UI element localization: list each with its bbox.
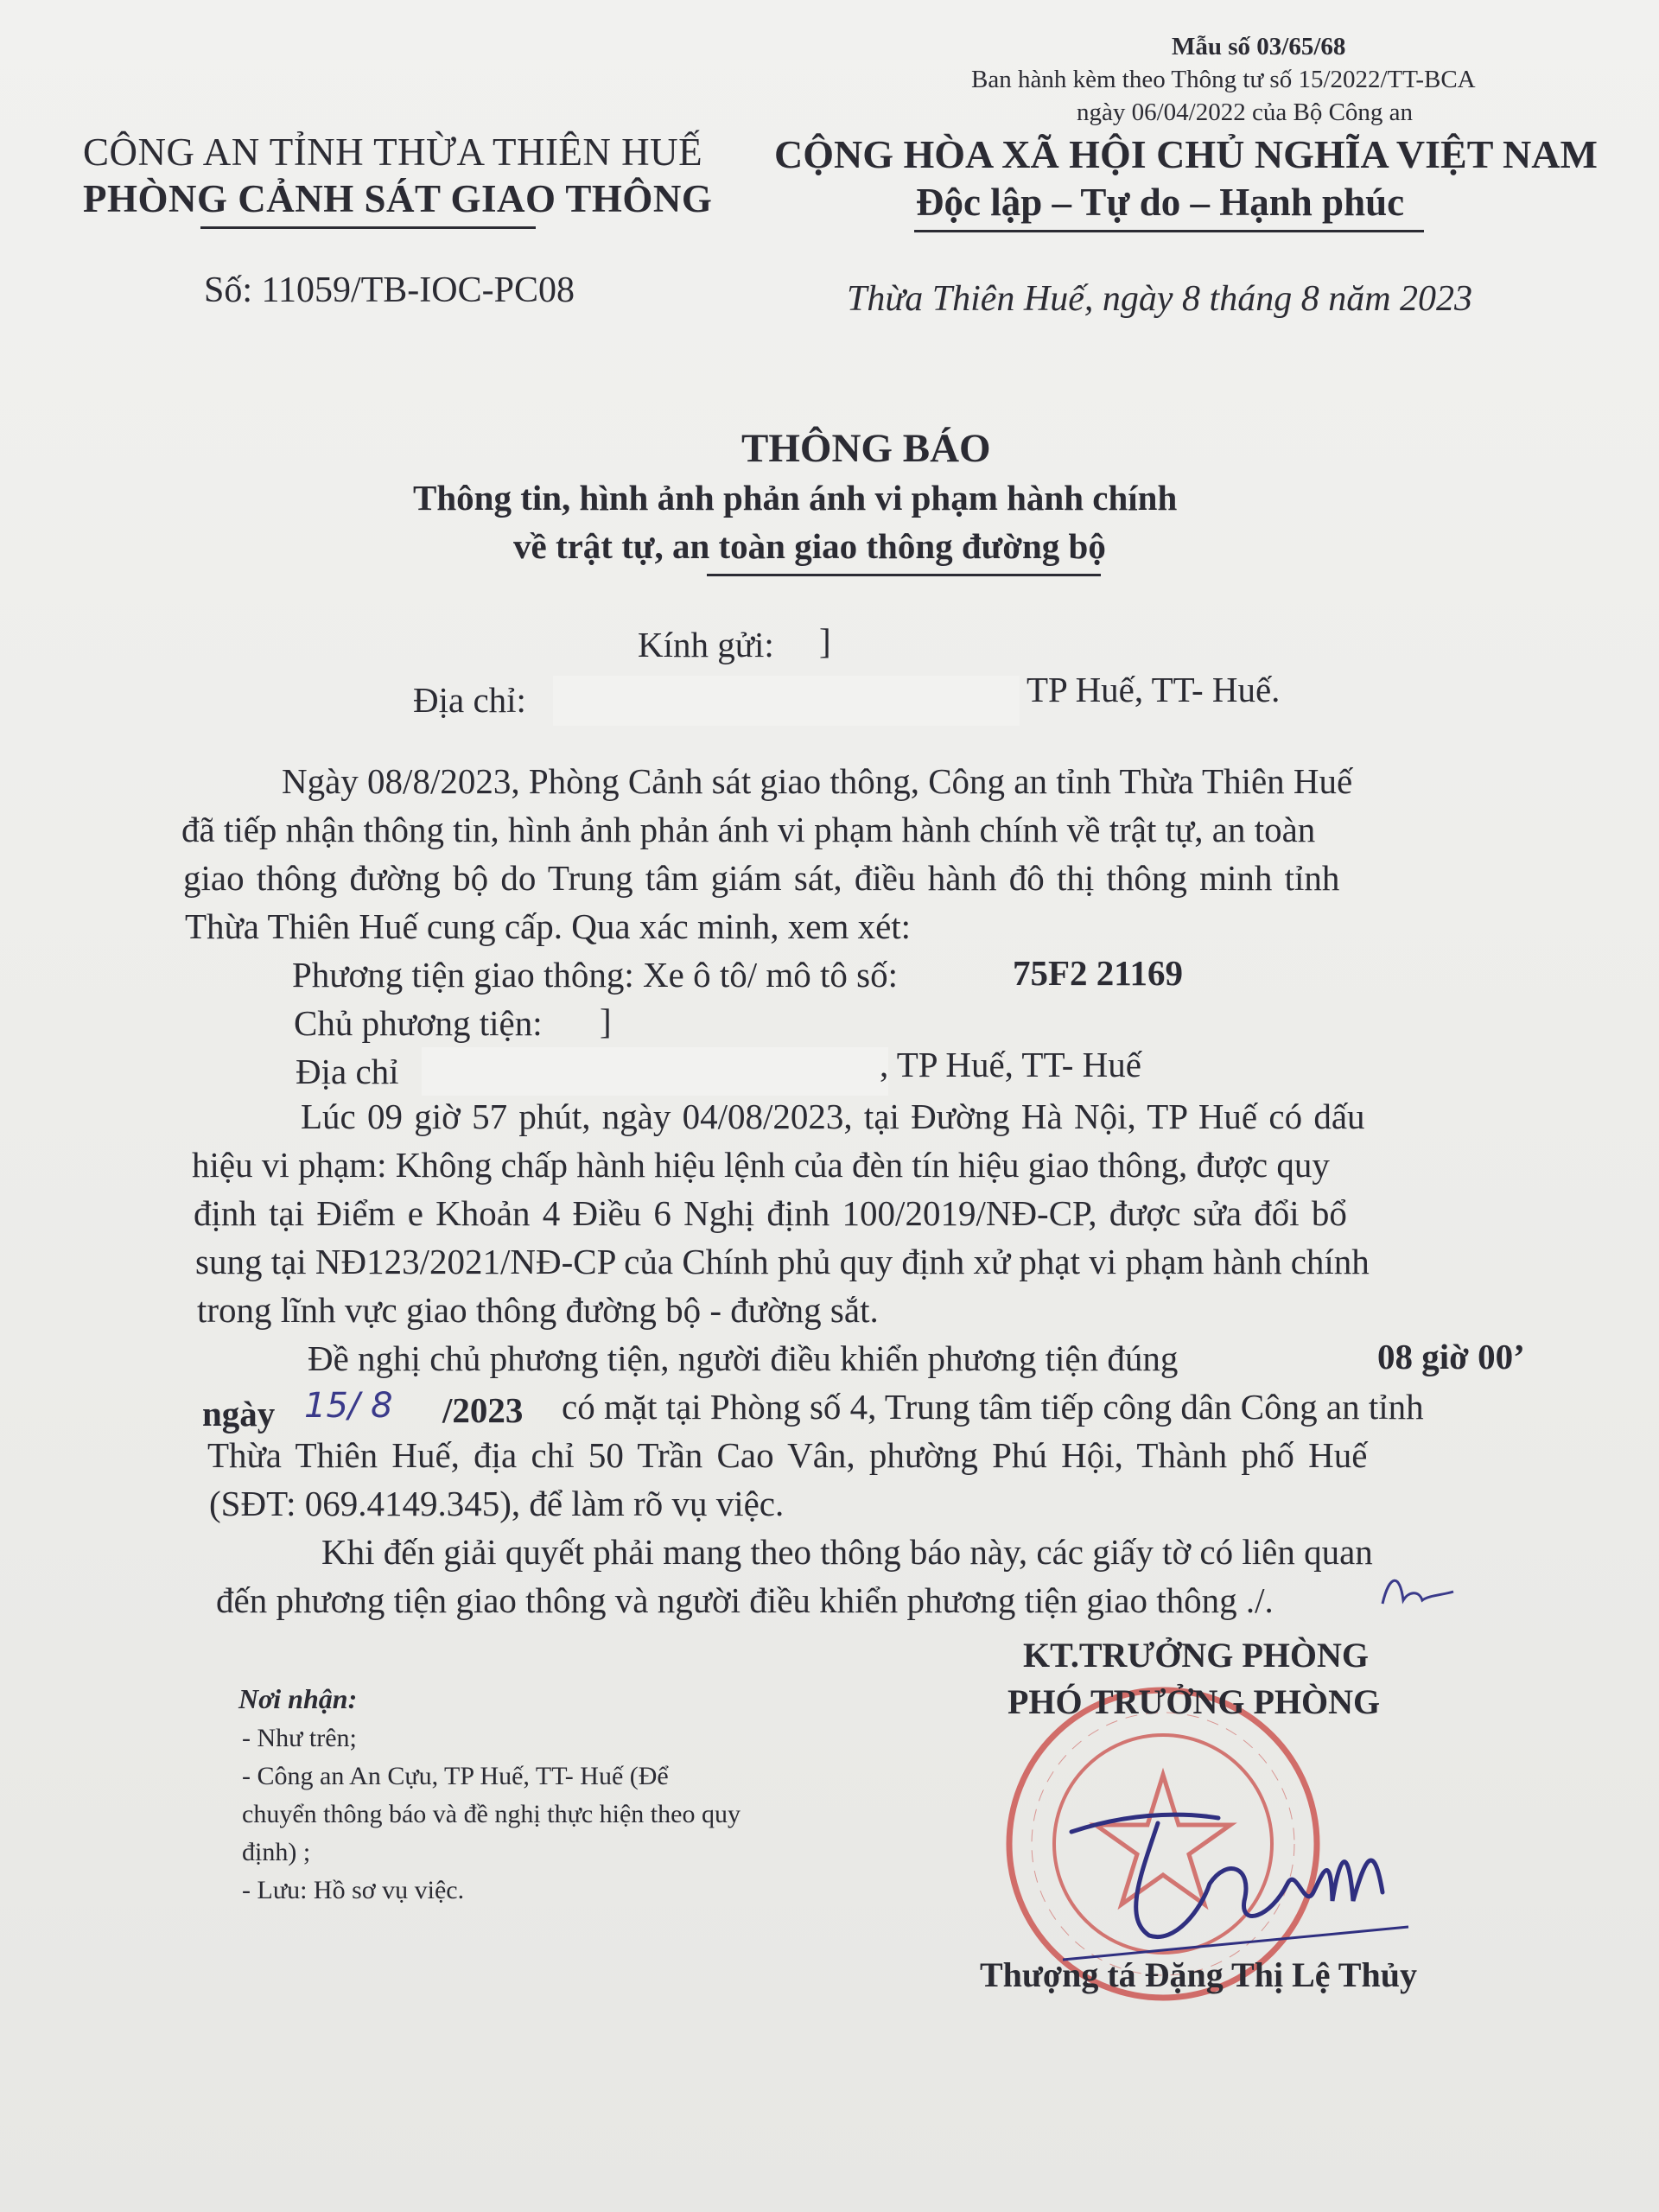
signer-name: Thượng tá Đặng Thị Lệ Thủy	[980, 1955, 1417, 1994]
owner-address-label: Địa chỉ	[296, 1052, 399, 1091]
recipient-item-1: - Như trên;	[242, 1724, 357, 1752]
p1-line4: Thừa Thiên Huế cung cấp. Qua xác minh, xem xét:	[185, 906, 912, 946]
title-underline	[707, 574, 1101, 576]
owner-label: Chủ phương tiện:	[294, 1003, 543, 1043]
p1-line2: đã tiếp nhận thông tin, hình ảnh phản ánh vi phạm hành chính về trật tự, an toàn	[181, 810, 1316, 849]
p2-line3: định tại Điểm e Khoản 4 Điều 6 Nghị định 100/2019/NĐ-CP, được sửa đổi bổ	[194, 1193, 1347, 1233]
nation-name: CỘNG HÒA XÃ HỘI CHỦ NGHĨA VIỆT NAM	[774, 132, 1598, 176]
address-value: TP Huế, TT- Huế.	[1027, 670, 1281, 709]
notice-title: THÔNG BÁO	[741, 426, 991, 471]
sign-title-1: KT.TRƯỞNG PHÒNG	[1023, 1636, 1369, 1675]
owner-address-value: , TP Huế, TT- Huế	[880, 1045, 1141, 1084]
recipients-heading: Nơi nhận:	[238, 1683, 358, 1714]
vehicle-plate: 75F2 21169	[1013, 953, 1184, 993]
document-number: Số: 11059/TB-IOC-PC08	[204, 270, 575, 310]
addressee-label: Kính gửi:	[638, 625, 774, 664]
owner-value: ]	[600, 1001, 612, 1041]
p3-line1: Đề nghị chủ phương tiện, người điều khiển phương tiện đúng	[308, 1338, 1179, 1378]
addressee-value: ]	[819, 621, 831, 661]
form-issued-with: Ban hành kèm theo Thông tư số 15/2022/TT-BCA	[971, 66, 1476, 93]
form-issued-date: ngày 06/04/2022 của Bộ Công an	[1077, 99, 1414, 126]
p2-line2: hiệu vi phạm: Không chấp hành hiệu lệnh của đèn tín hiệu giao thông, được quy	[192, 1145, 1330, 1185]
p2-line5: trong lĩnh vực giao thông đường bộ - đường sắt.	[197, 1290, 879, 1330]
agency-unit: PHÒNG CẢNH SÁT GIAO THÔNG	[83, 177, 713, 220]
p4-line2: đến phương tiện giao thông và người điều khiển phương tiện giao thông ./.	[216, 1580, 1274, 1620]
agency-parent: CÔNG AN TỈNH THỪA THIÊN HUẾ	[83, 130, 703, 174]
recipient-item-3: - Lưu: Hồ sơ vụ việc.	[242, 1876, 465, 1904]
recipient-item-2a: - Công an An Cựu, TP Huế, TT- Huế (Để	[242, 1762, 669, 1790]
p1-line1: Ngày 08/8/2023, Phòng Cảnh sát giao thông, Công an tỉnh Thừa Thiên Huế	[282, 761, 1353, 801]
notice-subtitle-1: Thông tin, hình ảnh phản ánh vi phạm hành chính	[413, 478, 1178, 518]
p3-year: /2023	[442, 1390, 524, 1430]
recipient-item-2b: chuyển thông báo và đề nghị thực hiện theo quy	[242, 1800, 741, 1828]
initial-mark-icon	[1374, 1566, 1457, 1618]
p3-time: 08 giờ 00’	[1377, 1337, 1525, 1376]
agency-underline	[200, 226, 536, 229]
nation-motto: Độc lập – Tự do – Hạnh phúc	[916, 181, 1405, 224]
place-date: Thừa Thiên Huế, ngày 8 tháng 8 năm 2023	[847, 279, 1473, 319]
p3-day-label: ngày	[202, 1394, 276, 1433]
p3-day-handwritten: 15/ 8	[304, 1386, 393, 1426]
p2-line1: Lúc 09 giờ 57 phút, ngày 04/08/2023, tại Đường Hà Nội, TP Huế có dấu	[301, 1096, 1365, 1136]
owner-address-redaction	[422, 1047, 888, 1096]
notice-subtitle-2: về trật tự, an toàn giao thông đường bộ	[513, 526, 1106, 566]
vehicle-label: Phương tiện giao thông: Xe ô tô/ mô tô số:	[292, 955, 899, 995]
form-number: Mẫu số 03/65/68	[1172, 33, 1346, 60]
recipient-item-2c: định) ;	[242, 1838, 311, 1866]
motto-underline	[914, 230, 1424, 232]
handwritten-signature-icon	[1054, 1780, 1417, 1970]
p3-line3: Thừa Thiên Huế, địa chỉ 50 Trần Cao Vân, phường Phú Hội, Thành phố Huế	[207, 1435, 1368, 1475]
p4-line1: Khi đến giải quyết phải mang theo thông báo này, các giấy tờ có liên quan	[321, 1532, 1373, 1572]
p3-line2: có mặt tại Phòng số 4, Trung tâm tiếp công dân Công an tỉnh	[562, 1387, 1424, 1427]
p3-line4: (SĐT: 069.4149.345), để làm rõ vụ việc.	[209, 1484, 785, 1523]
p1-line3: giao thông đường bộ do Trung tâm giám sát, điều hành đô thị thông minh tỉnh	[183, 858, 1340, 898]
sign-title-2: PHÓ TRƯỞNG PHÒNG	[1007, 1682, 1381, 1721]
address-label: Địa chỉ:	[413, 680, 526, 720]
address-redaction	[553, 676, 1020, 726]
p2-line4: sung tại NĐ123/2021/NĐ-CP của Chính phủ quy định xử phạt vi phạm hành chính	[195, 1242, 1370, 1281]
